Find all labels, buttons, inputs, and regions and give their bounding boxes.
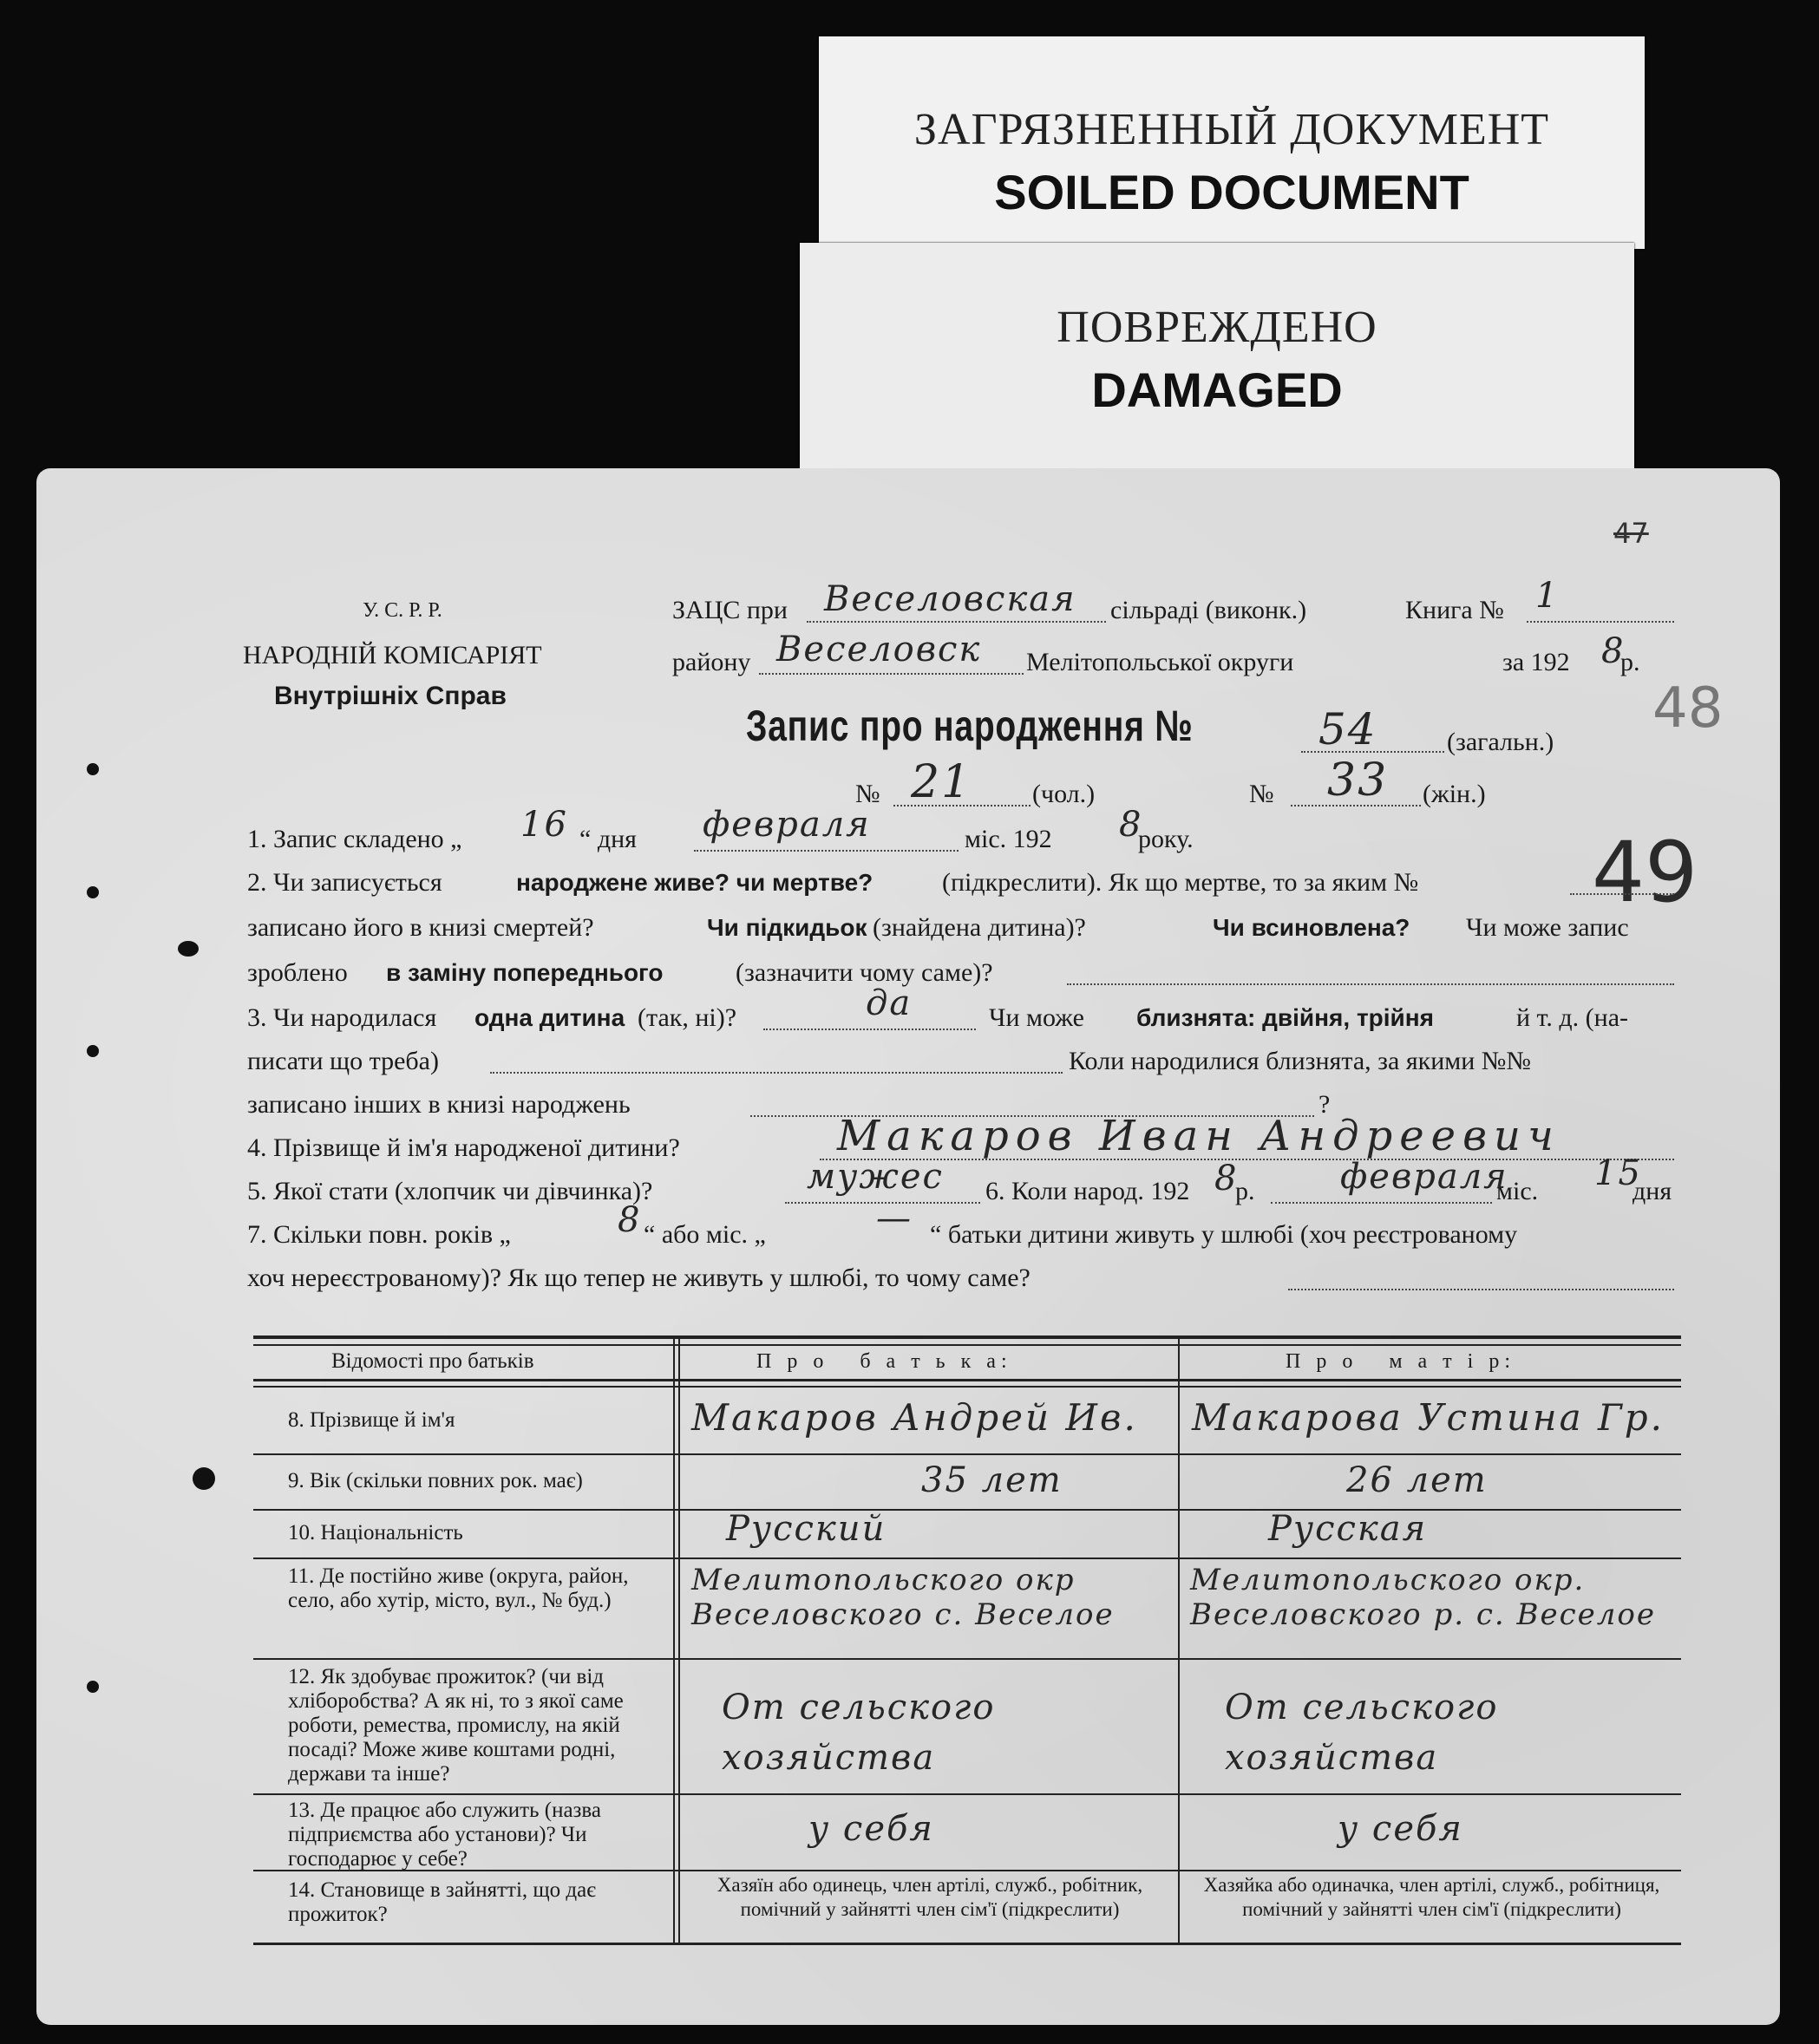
q3-text-f: й т. д. (на- [1516,1003,1629,1032]
male-number-label: № [855,780,880,808]
father-name: Макаров Андрей Ив. [691,1396,1138,1439]
q6-month: февраля [1340,1157,1508,1197]
q1-year: 8 [1119,805,1143,845]
q2-line2-b: Чи підкидьок [707,914,867,941]
q2-text-a: 2. Чи записується [247,868,442,897]
q2-text-c: (підкреслити). Як що мертве, то за яким № [942,868,1419,897]
archive-page-number: 47 [1613,517,1649,550]
q1-day: 16 [520,805,568,845]
mother-workplace: у себя [1338,1809,1463,1849]
q6-text-c: міс. [1496,1177,1539,1205]
commissariat-header: НАРОДНІЙ КОМІСАРІЯТ [243,641,542,669]
soiled-stamp-en: SOILED DOCUMENT [994,165,1469,219]
year-value: 8 [1601,631,1626,671]
q7-line2: хоч нереєстрованому)? Як що тепер не живуть у шлюбі, то чому саме? [247,1264,1031,1292]
q6-year: 8 [1214,1159,1239,1198]
q3-text-d: Чи може [989,1003,1084,1032]
table-row-label: 11. Де постійно живе (округа, район, село, або хутір, місто, вул., № буд.) [288,1564,629,1612]
table-row-label: 12. Як здобуває прожиток? (чи від хліборобства? А як ні, то з якої саме роботи, ремества, промислу, на якій посаді? Може живе коштами родні, держави та інше? [288,1665,624,1786]
q2-text-b: народжене живе? чи мертве? [516,869,874,896]
table-row-label: 8. Прізвище й ім'я [288,1408,455,1432]
q7-years: 8 [618,1200,642,1240]
table-header-info: Відомості про батьків [331,1349,534,1373]
q3-text-e: близнята: двійня, трійня [1136,1004,1434,1031]
q3-line2-a: писати що треба) [247,1047,439,1075]
mother-age: 26 лет [1346,1460,1488,1500]
okrug-label: Мелітопольської округи [1026,648,1294,676]
q3-answer-line [763,1029,976,1030]
damaged-stamp-ru: ПОВРЕЖДЕНО [1057,303,1377,352]
q2-line2-d: Чи всиновлена? [1213,914,1410,941]
q3-line2-b: Коли народилися близнята, за якими №№ [1069,1047,1532,1075]
q6-text-a: 6. Коли народ. 192 [985,1177,1190,1205]
q2-line3-c: (зазначити чому саме)? [736,958,993,987]
father-livelihood: От сельского хозяйства [722,1688,996,1778]
table-header-mother: П р о м а т і р: [1286,1350,1515,1373]
q7-months: — [876,1198,913,1238]
q3-line3-b: ? [1318,1090,1331,1119]
q7-line2-dots [1288,1289,1674,1290]
q3-answer: да [866,983,913,1023]
q7-text-c: “ батьки дитини живуть у шлюбі (хоч реєстрованому [930,1220,1518,1249]
soiled-stamp [819,36,1645,249]
q4-text: 4. Прізвище й ім'я народженої дитини? [247,1133,680,1162]
male-number-value: 21 [911,756,972,808]
table-header-father: П р о б а т ь к а: [756,1350,1012,1373]
q2-line [1570,893,1674,895]
damaged-stamp-en: DAMAGED [1091,362,1343,417]
q1-month: февраля [703,805,871,845]
q7-text-b: “ або міс. „ [644,1220,766,1249]
mother-occupation-status: Хазяйка або одиначка, член артілі, служб., робітниця, помічний у зайнятті член сім'ї (підкреслити) [1203,1874,1660,1920]
record-title: Запис про народження № [746,702,1194,750]
parents-table [253,1335,1681,1943]
father-age: 35 лет [921,1460,1063,1500]
mother-name: Макарова Устина Гр. [1192,1396,1665,1439]
q4-answer: Макаров Иван Андреевич [837,1112,1561,1160]
zags-label: ЗАЦС при [672,596,788,624]
father-residence: Мелитопольского окр Веселовского с. Веселое [691,1563,1115,1632]
punch-hole [87,886,99,898]
q1-text-d: року. [1138,825,1194,853]
zags-value: Веселовская [824,579,1076,619]
punch-hole [193,1467,215,1490]
q6-text-b: р. [1235,1177,1255,1205]
book-line [1527,621,1674,623]
q6-text-d: дня [1633,1177,1672,1205]
male-number-tag: (чол.) [1032,780,1096,808]
female-number-label: № [1249,780,1274,808]
q4-line [820,1159,1674,1160]
q2-line3-a: зроблено [247,958,348,987]
q1-month-line [694,850,959,852]
damaged-stamp [800,243,1634,473]
q5-text: 5. Якої стати (хлопчик чи дівчинка)? [247,1177,653,1205]
table-row-label: 14. Становище в зайнятті, що дає прожиток? [288,1878,596,1926]
q3-line3-a: записано інших в книзі народжень [247,1090,631,1119]
ussr-header: У. С. Р. Р. [363,599,442,622]
table-row-label: 13. Де працює або служить (назва підприємства або установи)? Чи господарює у себе? [288,1799,601,1871]
q7-text-a: 7. Скільки повн. років „ [247,1220,511,1249]
q1-text-c: міс. 192 [965,825,1052,853]
male-number-line [893,805,1031,806]
q3-text-c: (так, ні)? [638,1003,737,1032]
q3-line2-line [490,1072,1063,1074]
q1-text-b: “ дня [579,825,637,853]
female-number-line [1291,805,1421,806]
punch-hole [178,941,199,957]
table-row-label: 10. Національність [288,1521,463,1544]
archive-page-number-old: 48 [1652,676,1724,741]
q2-line3-b: в заміну попереднього [386,959,664,986]
q6-day: 15 [1594,1153,1642,1193]
mother-residence: Мелитопольского окр. Веселовского р. с. Веселое [1190,1563,1656,1632]
q2-line3-line [1067,983,1674,985]
archive-page-number-new: 49 [1592,824,1698,921]
council-label: сільраді (виконк.) [1110,596,1307,624]
female-number-tag: (жін.) [1423,780,1486,808]
book-label: Книга № [1405,596,1504,624]
mother-livelihood: От сельского хозяйства [1225,1688,1499,1778]
record-general: (загальн.) [1447,728,1554,756]
father-nationality: Русский [726,1509,887,1549]
female-number-value: 33 [1327,754,1389,806]
q2-line2-a: записано його в книзі смертей? [247,913,594,942]
year-suffix: р. [1620,648,1640,676]
punch-hole [87,1045,99,1057]
punch-hole [87,1681,99,1693]
district-line [759,673,1024,675]
q5-answer: мужес [807,1157,944,1197]
record-number: 54 [1318,704,1377,754]
record-number-line [1301,751,1444,753]
mother-nationality: Русская [1268,1509,1428,1549]
father-workplace: у себя [808,1809,934,1849]
district-label: району [672,648,751,676]
q1-text: 1. Запис складено „ [247,825,462,853]
table-row-label: 9. Вік (скільки повних рок. має) [288,1469,583,1492]
zags-line [807,621,1106,623]
q2-line2-e: Чи може запис [1466,913,1629,942]
book-value: 1 [1535,576,1560,616]
soiled-stamp-ru: ЗАГРЯЗНЕННЫЙ ДОКУМЕНТ [913,105,1550,154]
dept-header: Внутрішніх Справ [274,682,507,710]
q6-month-line [1271,1202,1492,1204]
q2-line2-c: (знайдена дитина)? [873,913,1086,942]
district-value: Веселовск [776,630,982,669]
q3-text-a: 3. Чи народилася [247,1003,437,1032]
year-label: за 192 [1502,648,1570,676]
q3-text-b: одна дитина [474,1004,625,1031]
father-occupation-status: Хазяїн або одинець, член артілі, служб., робітник, помічний у зайнятті член сім'ї (підкреслити) [716,1874,1143,1920]
punch-hole [87,763,99,775]
